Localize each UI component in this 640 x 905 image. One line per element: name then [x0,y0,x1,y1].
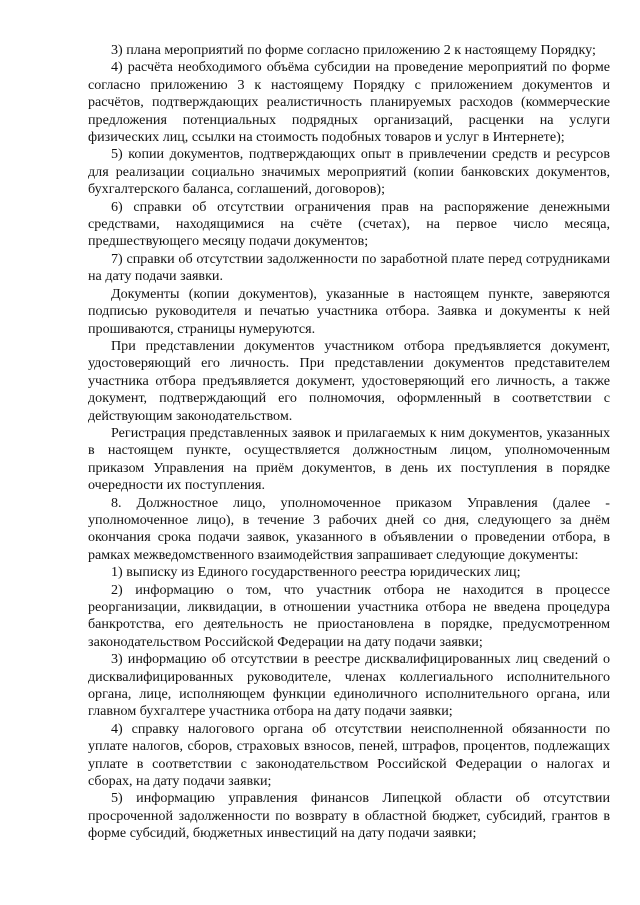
paragraph-item-4-subsidy-calculation: 4) расчёта необходимого объёма субсидии на проведение мероприятий по форме согласно приложению 3 к настоящему Порядку с приложением документов и расчётов, подтверждающих реалистичность планируемых расходов (коммерческие предложения потенциальных подрядных организаций, расценки на услуги физических лиц, ссылки на стоимость подобных товаров и услуг в Интернете); [88,59,610,146]
paragraph-item-5-experience-documents: 5) копии документов, подтверждающих опыт в привлечении средств и ресурсов для реализации социально значимых мероприятий (копии банковских документов, бухгалтерского баланса, соглашений, договоров); [88,146,610,198]
paragraph-item-3-plan: 3) плана мероприятий по форме согласно приложению 2 к настоящему Порядку; [111,42,596,58]
paragraph-identity-document: При представлении документов участником отбора предъявляется документ, удостоверяющий его личность. При представлении документов представителем участника отбора предъявляется документ, удостоверяющий его личность, а также документ, подтверждающий его полномочия, оформленный в соответствии с действующим законодательством. [88,337,610,424]
paragraph-registration: Регистрация представленных заявок и прилагаемых к ним документов, указанных в настоящем пункте, осуществляется должностным лицом, уполномоченным приказом Управления на приём документов, в день их поступления в порядке очередности их поступления. [88,424,610,494]
paragraph-documents-certification: Документы (копии документов), указанные в настоящем пункте, заверяются подписью руководителя и печатью участника отбора. Заявка и документы к ней прошиваются, страницы нумеруются. [88,285,610,337]
paragraph-request-1-registry-extract: 1) выписку из Единого государственного реестра юридических лиц; [111,564,521,581]
paragraph-request-5-finance-debt: 5) информацию управления финансов Липецкой области об отсутствии просроченной задолженности по возврату в областной бюджет, субсидий, грантов в форме субсидий, бюджетных инвестиций на дату подачи заявки; [88,790,610,842]
paragraph-request-4-tax-certificate: 4) справку налогового органа об отсутствии неисполненной обязанности по уплате налогов, сборов, страховых взносов, пеней, штрафов, процентов, подлежащих уплате в соответствии с законодательством Российской Федерации о налогах и сборах, на дату подачи заявки; [88,720,610,790]
paragraph-section-8: 8. Должностное лицо, уполномоченное приказом Управления (далее - уполномоченное лицо), в течение 3 рабочих дней со дня, следующего за днём окончания срока подачи заявок, указанного в объявлении о проведении отбора, в рамках межведомственного взаимодействия запрашивает следующие документы: [88,494,610,563]
paragraph-request-3-disqualified-persons: 3) информацию об отсутствии в реестре дисквалифицированных лиц сведений о дисквалифицированных руководителе, членах коллегиального исполнительного органа, лице, исполняющем функции единоличного исполнительного органа, или главном бухгалтере участника отбора на дату подачи заявки; [88,651,610,720]
paragraph-item-6-account-restrictions: 6) справки об отсутствии ограничения прав на распоряжение денежными средствами, находящимися на счёте (счетах), на первое число месяца, предшествующего месяцу подачи документов; [88,198,610,250]
paragraph-request-2-reorganization: 2) информацию о том, что участник отбора не находится в процессе реорганизации, ликвидации, в отношении участника отбора не введена процедура банкротства, его деятельность не приостановлена в порядке, предусмотренном законодательством Российской Федерации на дату подачи заявки; [88,581,610,650]
paragraph-item-7-salary-debt: 7) справки об отсутствии задолженности по заработной плате перед сотрудниками на дату подачи заявки. [88,250,610,285]
document-page [88,42,610,843]
